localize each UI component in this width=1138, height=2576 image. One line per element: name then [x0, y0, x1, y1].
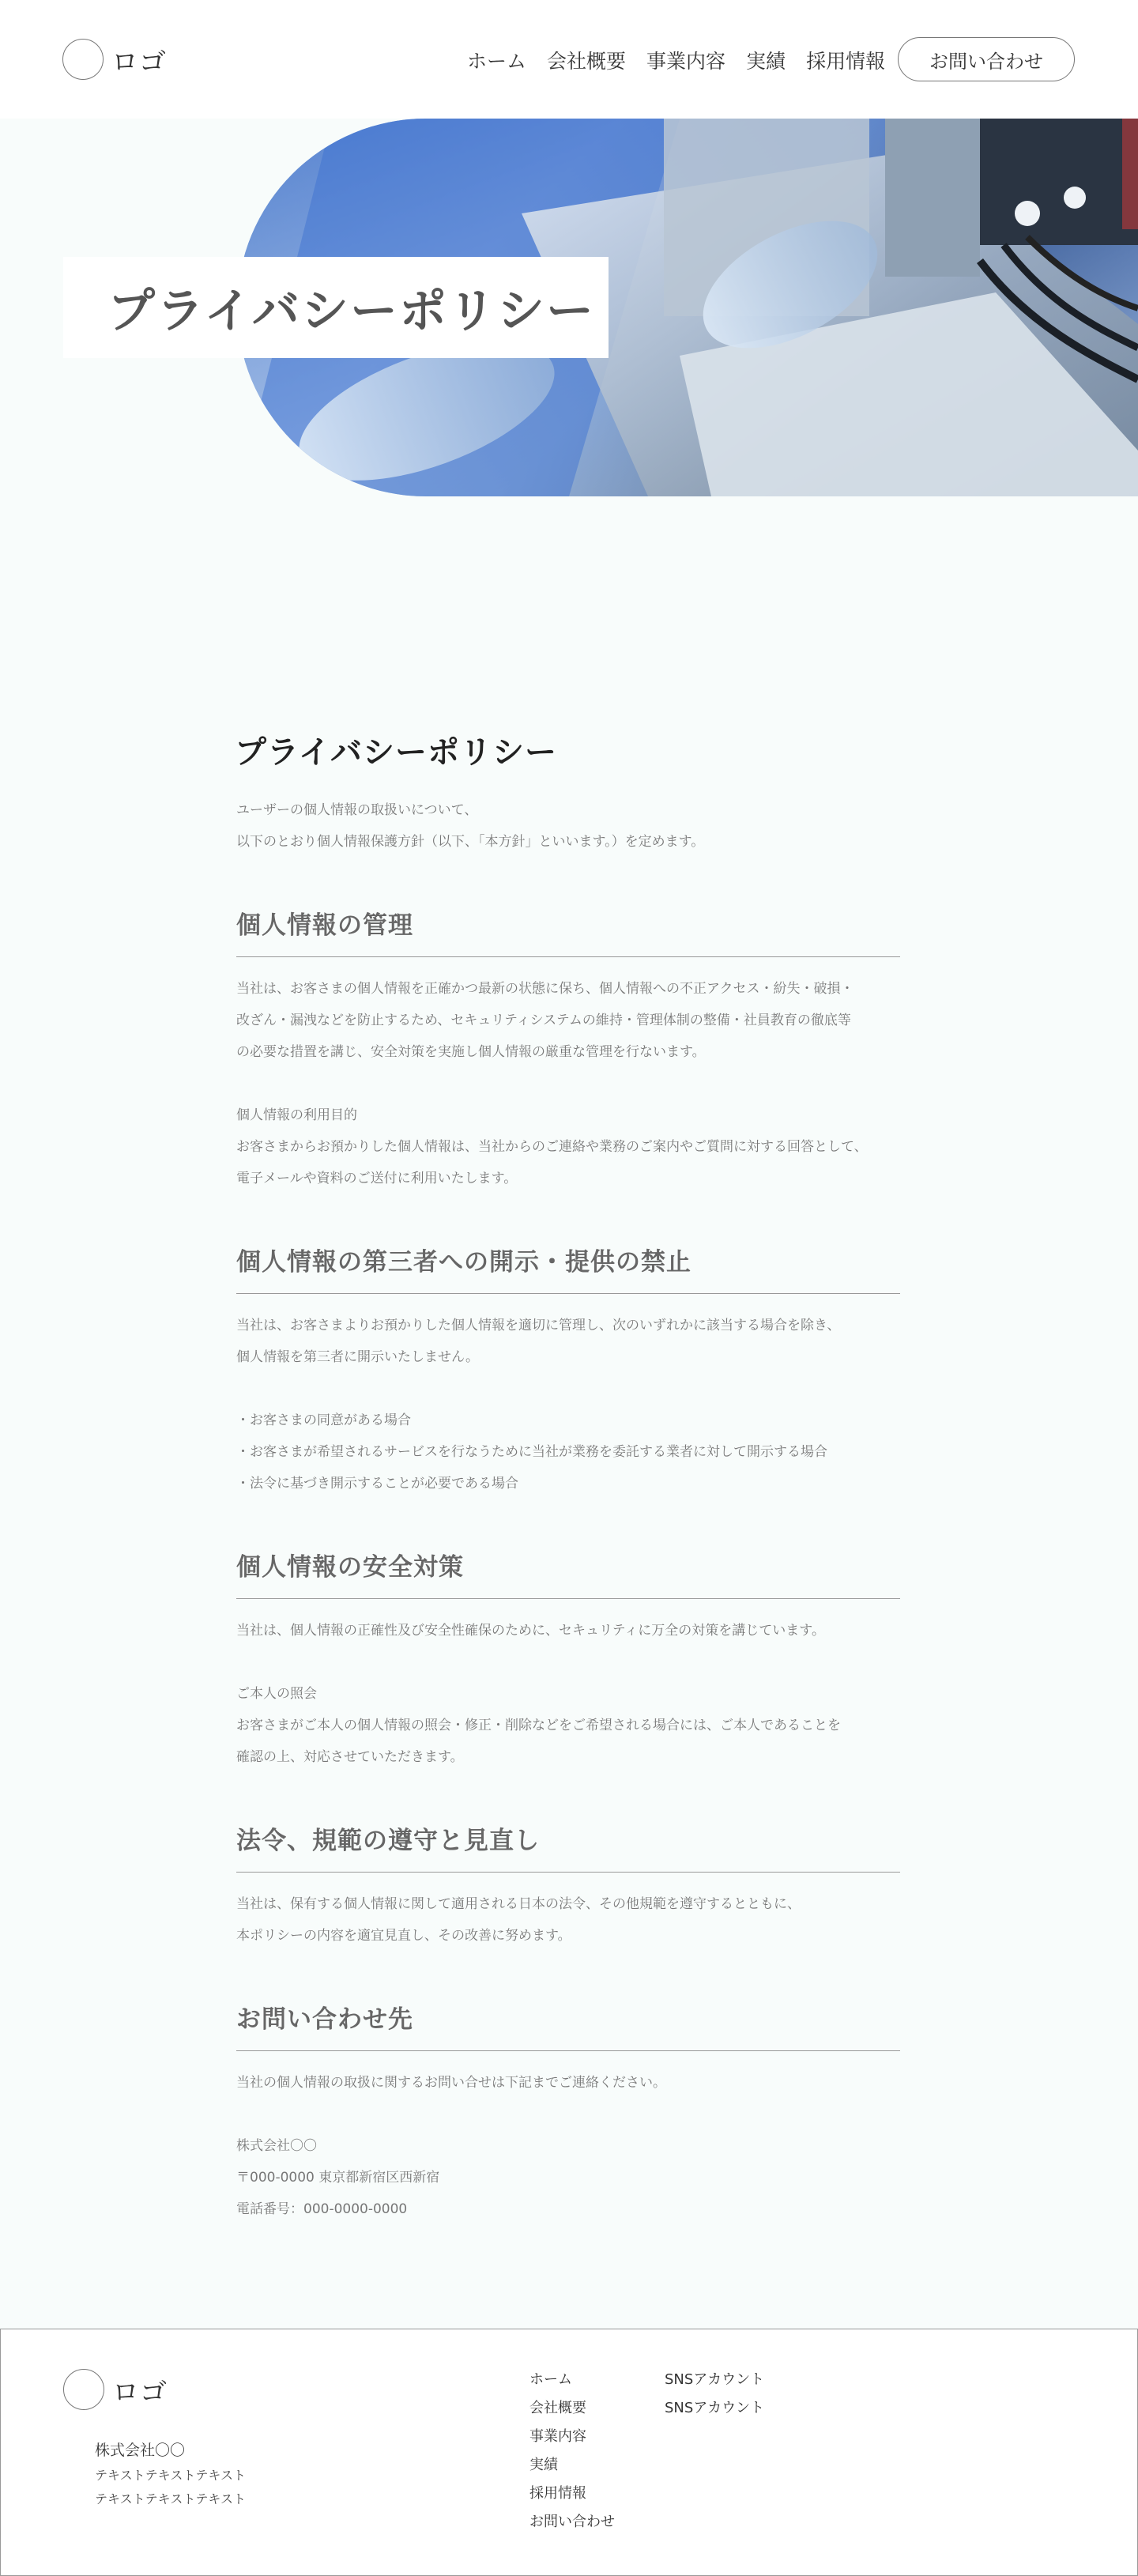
nav-item-company[interactable]: 会社概要 — [547, 50, 627, 73]
footer-nav-home[interactable]: ホーム — [529, 2371, 572, 2388]
logo-circle-icon — [62, 39, 104, 80]
section-title: 個人情報の第三者への開示・提供の禁止 — [236, 1242, 900, 1294]
intro-text — [236, 794, 900, 858]
page-title: プライバシーポリシー — [235, 734, 557, 771]
section-disclosure — [236, 1242, 900, 1499]
section-line: ご本人の照会 — [236, 1686, 317, 1702]
hero-title: プライバシーポリシー — [107, 284, 595, 339]
footer-nav-company[interactable]: 会社概要 — [529, 2400, 586, 2416]
section-contact-info — [236, 1999, 900, 2225]
company-info — [95, 2437, 246, 2511]
section-line: 当社は、お客さまよりお預かりした個人情報を適切に管理し、次のいずれかに該当する場合を除き、 — [236, 1318, 841, 1333]
nav-item-business[interactable]: 事業内容 — [646, 50, 726, 73]
intro-line: 以下のとおり個人情報保護方針（以下、「本方針」といいます。）を定めます。 — [236, 834, 705, 850]
section-management — [236, 905, 900, 1194]
contact-button[interactable]: お問い合わせ — [898, 37, 1075, 81]
section-line: 当社は、個人情報の正確性及び安全性確保のために、セキュリティに万全の対策を講じています。 — [236, 1623, 825, 1639]
logo-text: ロゴ — [111, 46, 167, 78]
blank-line — [236, 1373, 900, 1405]
section-line: 本ポリシーの内容を適宜見直し、その改善に努めます。 — [236, 1928, 571, 1944]
header-logo[interactable] — [62, 39, 167, 80]
site-header — [0, 0, 1138, 119]
section-compliance — [236, 1820, 900, 1952]
company-text: テキストテキストテキスト — [95, 2468, 247, 2483]
sns-link[interactable]: SNSアカウント — [665, 2400, 765, 2416]
section-security — [236, 1547, 900, 1773]
section-line: 個人情報を第三者に開示いたしません。 — [236, 1349, 480, 1365]
main-nav — [467, 46, 885, 74]
logo-circle-icon — [63, 2369, 104, 2410]
footer-nav-recruit[interactable]: 採用情報 — [529, 2485, 586, 2502]
section-line: 改ざん・漏洩などを防止するため、セキュリティシステムの維持・管理体制の整備・社員教育の徹底等 — [236, 1013, 851, 1028]
hero-title-box — [63, 257, 609, 358]
company-text: テキストテキストテキスト — [95, 2491, 247, 2506]
section-title: 法令、規範の遵守と見直し — [236, 1820, 900, 1873]
section-line: 〒000-0000 東京都新宿区西新宿 — [236, 2170, 440, 2186]
blank-line — [236, 1068, 900, 1099]
section-line: 当社は、お客さまの個人情報を正確かつ最新の状態に保ち、個人情報への不正アクセス・紛失・破損・ — [236, 981, 854, 997]
blank-line — [236, 2099, 900, 2130]
section-line: 当社は、保有する個人情報に関して適用される日本の法令、その他規範を遵守するとともに、 — [236, 1896, 801, 1912]
company-name: 株式会社〇〇 — [95, 2442, 186, 2459]
section-line: 確認の上、対応させていただきます。 — [236, 1749, 464, 1765]
nav-item-works[interactable]: 実績 — [746, 50, 786, 73]
main-content — [236, 727, 900, 2225]
footer-sns — [665, 2366, 764, 2423]
footer-logo[interactable] — [63, 2369, 168, 2410]
footer-nav-business[interactable]: 事業内容 — [529, 2428, 586, 2445]
section-line: 株式会社〇〇 — [236, 2138, 317, 2154]
section-line: ・お客さまが希望されるサービスを行なうために当社が業務を委託する業者に対して開示する場合 — [236, 1444, 827, 1460]
footer-nav-contact[interactable]: お問い合わせ — [529, 2514, 615, 2530]
sns-link[interactable]: SNSアカウント — [665, 2371, 765, 2388]
section-title: お問い合わせ先 — [236, 1999, 900, 2051]
section-line: 個人情報の利用目的 — [236, 1107, 357, 1123]
footer-nav — [529, 2366, 615, 2536]
nav-item-recruit[interactable]: 採用情報 — [806, 50, 886, 73]
site-footer — [0, 2329, 1138, 2576]
section-line: 電話番号：000-0000-0000 — [236, 2201, 408, 2217]
section-line: ・法令に基づき開示することが必要である場合 — [236, 1476, 518, 1492]
blank-line — [236, 1646, 900, 1678]
section-title: 個人情報の安全対策 — [236, 1547, 900, 1599]
logo-text: ロゴ — [112, 2376, 168, 2408]
section-line: ・お客さまの同意がある場合 — [236, 1412, 411, 1428]
section-line: お客さまからお預かりした個人情報は、当社からのご連絡や業務のご案内やご質問に対する回答として、 — [236, 1139, 868, 1155]
section-line: の必要な措置を講じ、安全対策を実施し個人情報の厳重な管理を行ないます。 — [236, 1044, 706, 1060]
section-line: 当社の個人情報の取扱に関するお問い合せは下記までご連絡ください。 — [236, 2075, 666, 2091]
intro-line: ユーザーの個人情報の取扱いについて、 — [236, 802, 478, 818]
section-line: お客さまがご本人の個人情報の照会・修正・削除などをご希望される場合には、ご本人であることを — [236, 1718, 841, 1733]
nav-item-home[interactable]: ホーム — [467, 50, 527, 73]
footer-nav-works[interactable]: 実績 — [529, 2457, 558, 2473]
section-line: 電子メールや資料のご送付に利用いたします。 — [236, 1171, 518, 1186]
section-title: 個人情報の管理 — [236, 905, 900, 957]
